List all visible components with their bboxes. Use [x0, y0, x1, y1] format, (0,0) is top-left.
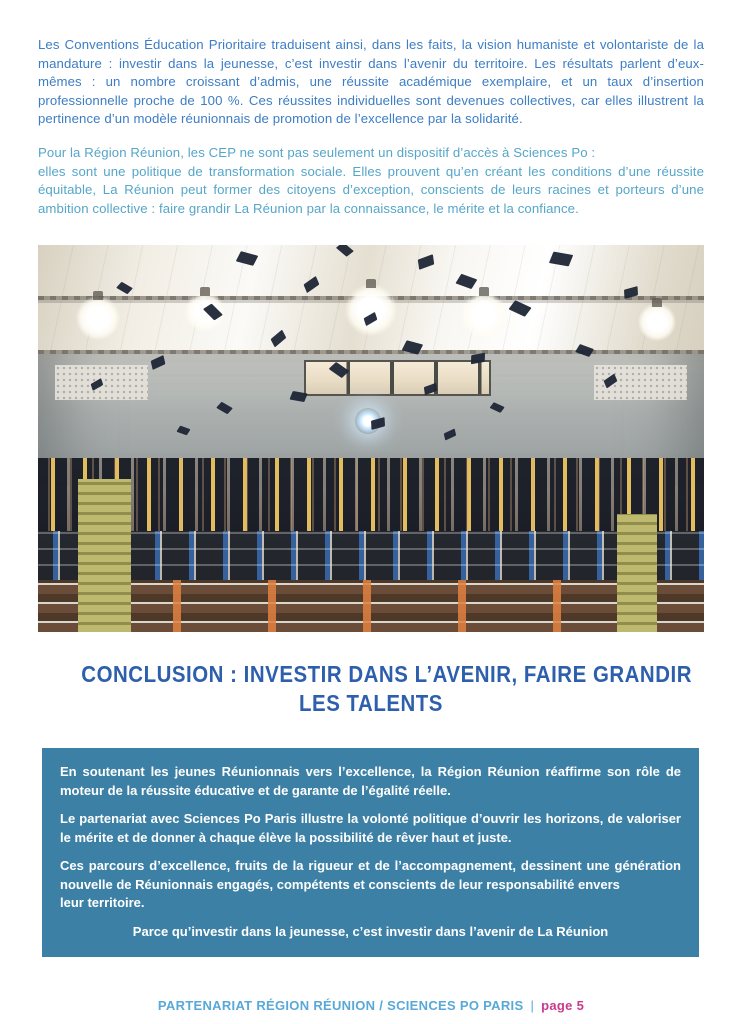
box-closing-sentence: Parce qu’investir dans la jeunesse, c’est investir dans l’avenir de La Réunion — [132, 923, 609, 939]
photo-stairs-left — [78, 479, 131, 632]
photo-stairs-right — [617, 514, 657, 632]
box-paragraph-1: En soutenant les jeunes Réunionnais vers l’excellence, la Région Réunion réaffirme son rôle de moteur de la réussite éducative et de garante de l’égalité réelle. — [60, 764, 681, 798]
intro-paragraph-2-rest: elles sont une politique de transformation sociale. Elles prouvent qu’en créant les conditions d’une réussite équitable, La Réunion peut former des citoyens d’exception, conscients de leurs racines et porteurs d’une ambition collective : faire grandir La Réunion par la connaissance, le mérite et la confiance. — [38, 163, 704, 216]
intro-paragraph-2 — [38, 144, 704, 218]
footer-page-number: page 5 — [541, 998, 585, 1013]
conclusion-highlight-box — [42, 748, 699, 957]
conclusion-heading-line1: CONCLUSION : INVESTIR DANS L’AVENIR, FAIRE GRANDIR — [81, 661, 693, 688]
crowd-gold-stoles-rows — [38, 458, 704, 531]
ceiling-lamp-glow — [345, 284, 397, 336]
ceiling-lamp-glow — [461, 292, 507, 338]
graduation-ceremony-photo — [38, 245, 704, 632]
box-paragraph-3-line2: leur territoire. — [60, 895, 145, 911]
footer-separator: | — [530, 998, 535, 1013]
footer-partnership-text: PARTENARIAT RÉGION RÉUNION / SCIENCES PO PARIS — [157, 998, 524, 1013]
box-paragraph-3-line1: Ces parcours d’excellence, fruits de la rigueur et de l’accompagnement, dessinent une génération nouvelle de Réunionnais engagés, compétents et conscients de leur responsabilité envers — [60, 858, 681, 892]
conclusion-heading — [81, 660, 693, 718]
box-paragraph-2: Le partenariat avec Sciences Po Paris illustre la volonté politique d’ouvrir les horizons, de valoriser le mérite et de donner à chaque élève la possibilité de rêver haut et juste. — [60, 811, 681, 845]
box-paragraph-3 — [60, 857, 681, 913]
ceiling-lamp-glow — [76, 296, 120, 340]
page-footer — [0, 998, 742, 1013]
conclusion-heading-line2: LES TALENTS — [299, 690, 443, 717]
intro-paragraph-2-line1: Pour la Région Réunion, les CEP ne sont pas seulement un dispositif d’accès à Sciences Po : — [38, 144, 596, 160]
crowd-front-benches — [38, 580, 704, 632]
photo-crowd — [38, 458, 704, 632]
crowd-blue-stoles-rows — [38, 531, 704, 580]
intro-paragraph-1: Les Conventions Éducation Prioritaire traduisent ainsi, dans les faits, la vision humaniste et volontariste de la mandature : investir dans la jeunesse, c’est investir dans l’avenir du territoire. Les résultats parlent d’eux-mêmes : un nombre croissant d’admis, une réussite académique exemplaire, et un taux d’insertion professionnelle proche de 100 %. Ces réussites individuelles sont devenues collectives, car elles illustrent la pertinence d’un modèle réunionnais de promotion de l’excellence par la solidarité. — [38, 37, 704, 127]
